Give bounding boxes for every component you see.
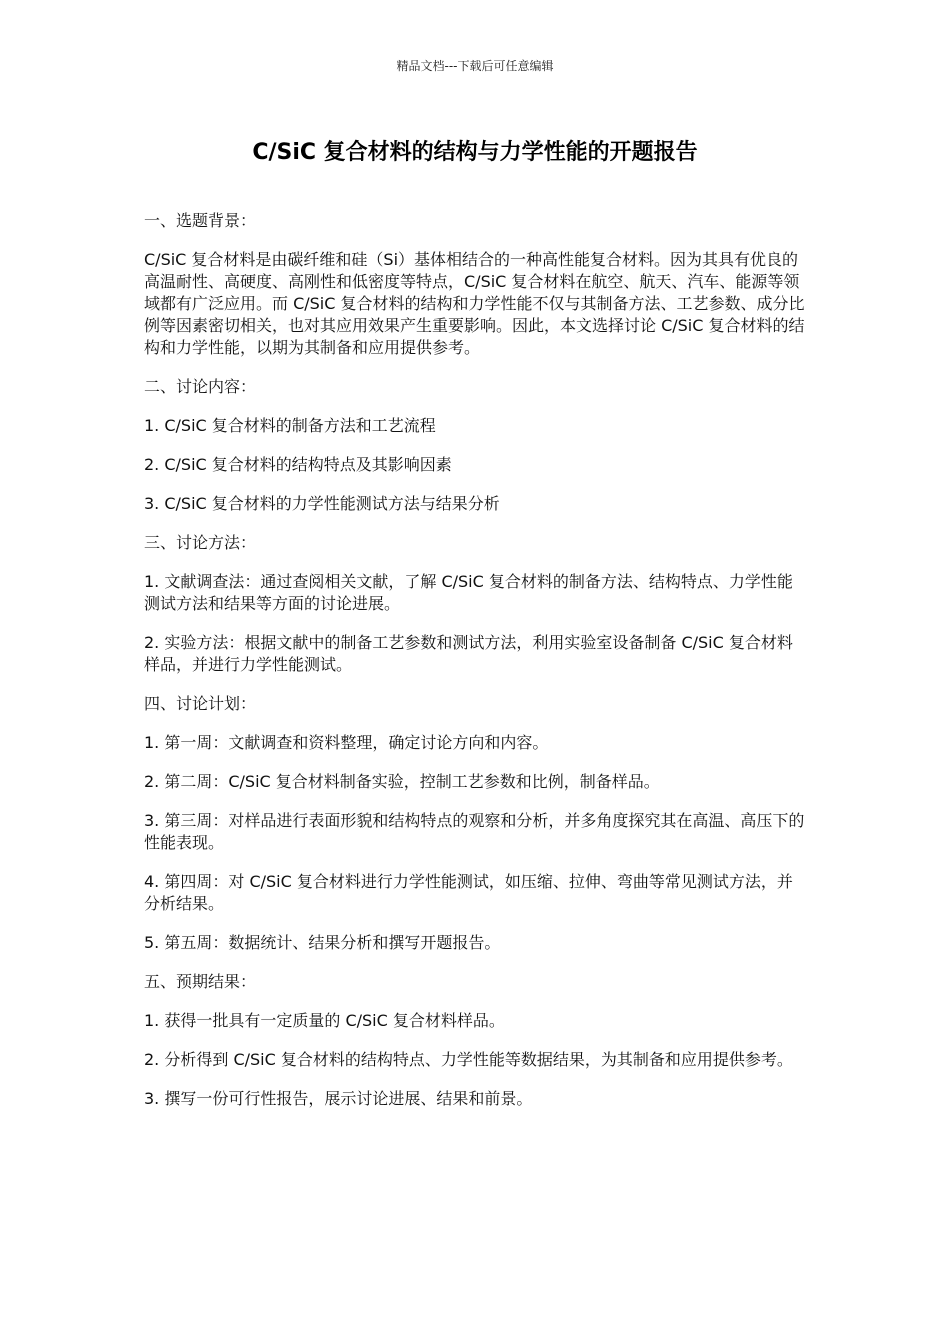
list-item-content-2: 2. C/SiC 复合材料的结构特点及其影响因素	[144, 455, 452, 474]
list-item-results-1: 1. 获得一批具有一定质量的 C/SiC 复合材料样品。	[144, 1011, 505, 1030]
list-item-plan-2: 2. 第二周：C/SiC 复合材料制备实验，控制工艺参数和比例，制备样品。	[144, 772, 660, 791]
section-heading-content: 二、讨论内容：	[144, 377, 257, 396]
list-item-method-2: 2. 实验方法：根据文献中的制备工艺参数和测试方法，利用实验室设备制备 C/SiC 复合材料样品，并进行力学性能测试。	[144, 633, 793, 674]
list-item-results-3: 3. 撰写一份可行性报告，展示讨论进展、结果和前景。	[144, 1089, 533, 1108]
document-title: C/SiC 复合材料的结构与力学性能的开题报告	[252, 140, 698, 165]
list-item-method-1: 1. 文献调查法：通过查阅相关文献，了解 C/SiC 复合材料的制备方法、结构特点、力学性能测试方法和结果等方面的讨论进展。	[144, 572, 793, 613]
section-heading-results: 五、预期结果：	[144, 972, 257, 991]
paragraph-background: C/SiC 复合材料是由碳纤维和硅（Si）基体相结合的一种高性能复合材料。因为其具有优良的高温耐性、高硬度、高刚性和低密度等特点，C/SiC 复合材料在航空、航天、汽车、能源等领域都有广泛应用。而 C/SiC 复合材料的结构和力学性能不仅与其制备方法、工艺参数、成分比例等因素密切相关，也对其应用效果产生重要影响。因此，本文选择讨论 C/SiC 复合材料的结构和力学性能，以期为其制备和应用提供参考。	[144, 250, 805, 357]
list-item-results-2: 2. 分析得到 C/SiC 复合材料的结构特点、力学性能等数据结果，为其制备和应用提供参考。	[144, 1050, 793, 1069]
list-item-content-3: 3. C/SiC 复合材料的力学性能测试方法与结果分析	[144, 494, 500, 513]
section-heading-background: 一、选题背景：	[144, 211, 257, 230]
section-heading-plan: 四、讨论计划：	[144, 694, 257, 713]
list-item-plan-1: 1. 第一周：文献调查和资料整理，确定讨论方向和内容。	[144, 733, 549, 752]
section-heading-method: 三、讨论方法：	[144, 533, 257, 552]
page-header: 精品文档---下载后可任意编辑	[396, 59, 554, 73]
list-item-plan-5: 5. 第五周：数据统计、结果分析和撰写开题报告。	[144, 933, 501, 952]
list-item-content-1: 1. C/SiC 复合材料的制备方法和工艺流程	[144, 416, 436, 435]
list-item-plan-4: 4. 第四周：对 C/SiC 复合材料进行力学性能测试，如压缩、拉伸、弯曲等常见测试方法，并分析结果。	[144, 872, 793, 913]
list-item-plan-3: 3. 第三周：对样品进行表面形貌和结构特点的观察和分析，并多角度探究其在高温、高压下的性能表现。	[144, 811, 805, 852]
document-body	[144, 210, 806, 1127]
